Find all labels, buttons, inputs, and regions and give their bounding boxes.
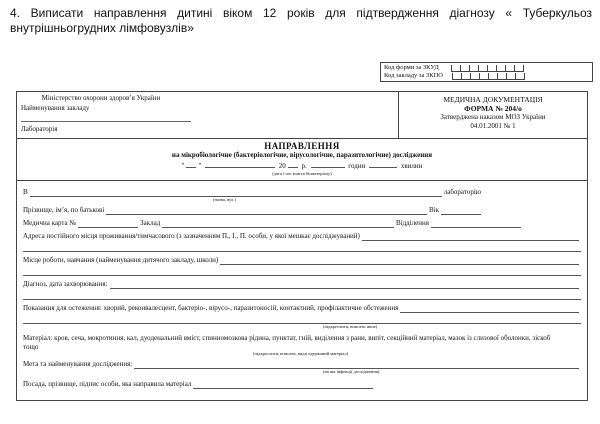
- zkpo-boxes[interactable]: [452, 73, 525, 80]
- laboratory-label: Лабораторія: [21, 125, 58, 133]
- sender-label: Посада, прізвище, підпис особи, яка направила матеріал: [23, 380, 192, 388]
- diagnosis-row: [23, 280, 581, 289]
- to-row: [23, 188, 581, 197]
- referral-form: [16, 91, 588, 401]
- diagnosis-label: Діагноз, дата захворювання:: [23, 280, 108, 288]
- facility-label: Заклад: [140, 219, 161, 227]
- name-label: Прізвище, ім’я, по батькові: [23, 206, 105, 214]
- form-number: ФОРМА № 204/о: [464, 104, 522, 113]
- goal-caption: (на які інфекції дослідження): [323, 369, 380, 374]
- sender-field[interactable]: [193, 381, 373, 389]
- approval-date: 04.01.2001 № 1: [470, 122, 516, 130]
- header-right: [399, 92, 587, 138]
- goal-field[interactable]: [134, 361, 579, 369]
- indications-row: [23, 304, 581, 313]
- month-field[interactable]: [205, 160, 275, 168]
- material-caption: (підкреслити, вписати, види одержаний матеріал): [253, 351, 349, 356]
- age-label: Вік: [428, 206, 439, 214]
- card-field[interactable]: [78, 220, 138, 228]
- zkud-code-row: [384, 64, 589, 72]
- year-field[interactable]: [288, 160, 298, 168]
- codes-box: [380, 62, 593, 82]
- zkud-label: Код форми за ЗКУД: [384, 64, 439, 71]
- work-row: [23, 256, 581, 265]
- department-field[interactable]: [431, 220, 521, 228]
- ministry-name: Міністерство охорони здоров’я України: [41, 94, 161, 102]
- card-row: [23, 219, 581, 228]
- age-field[interactable]: [441, 207, 481, 215]
- day-field[interactable]: [186, 160, 196, 168]
- address-field-2[interactable]: [23, 243, 581, 252]
- to-label: В: [23, 188, 28, 196]
- work-label: Місце роботи, навчання (найменування дитячого закладу, школи): [23, 256, 219, 264]
- diagnosis-field-2[interactable]: [23, 291, 581, 300]
- name-row: [23, 206, 581, 215]
- indications-field-2[interactable]: [23, 315, 581, 324]
- doc-type: МЕДИЧНА ДОКУМЕНТАЦІЯ: [443, 95, 543, 104]
- address-field[interactable]: [362, 233, 579, 241]
- card-label: Медична карта №: [23, 219, 77, 227]
- institution-field[interactable]: [21, 113, 191, 122]
- header-left: [17, 92, 399, 138]
- form-title: НАПРАВЛЕННЯ: [264, 141, 340, 151]
- facility-field[interactable]: [162, 220, 394, 228]
- sender-row: [23, 380, 581, 389]
- work-field[interactable]: [220, 257, 579, 265]
- form-body: [17, 181, 587, 392]
- indications-label: Показання для остеження: хворий, реконвалесцент, бактеріо-, вірусо-, паразитоносій, контактний, профілактичне обстеження: [23, 304, 399, 312]
- goal-label: Мета та найменування дослідження:: [23, 360, 133, 368]
- zkud-boxes[interactable]: [451, 65, 524, 72]
- indications-caption: (підкреслити, вписати інше): [323, 324, 378, 329]
- minutes-field[interactable]: [369, 160, 397, 168]
- form-title-block: [17, 139, 587, 181]
- work-field-2[interactable]: [23, 267, 581, 276]
- institution-label: Найменування закладу: [21, 104, 90, 112]
- approved-by: Затверджена наказом МОЗ України: [440, 113, 546, 121]
- zkpo-label: Код закладу за ЗКПО: [384, 72, 443, 79]
- address-row: [23, 232, 581, 241]
- name-field[interactable]: [106, 207, 427, 215]
- material-label: Матеріал: кров, сеча, мокротиння, кал, дуоденальний вміст, спинномозкова рідина, пунктат, гній, виділення з рани, випіт, секційний матеріал, мазок із слизової оболонки, зіскоб тощо: [23, 334, 551, 351]
- address-label: Адреса постійного місця проживання/тимчасового (з зазначенням П., І., П. особи, у якої мешкає досліджуваний): [23, 232, 360, 240]
- zkpo-code-row: [384, 72, 589, 80]
- indications-field[interactable]: [400, 305, 579, 313]
- to-caption: (назва, вул.): [213, 197, 236, 202]
- goal-row: [23, 360, 581, 369]
- department-label: Відділення: [396, 219, 429, 227]
- date-caption: (дата і час взяття біоматеріалу): [272, 171, 332, 176]
- hours-field[interactable]: [311, 160, 345, 168]
- form-header: [17, 92, 587, 139]
- diagnosis-field[interactable]: [110, 281, 579, 289]
- lab-name-field[interactable]: [30, 189, 442, 197]
- form-subtitle: на мікробіологічне (бактеріологічне, вірусологічне, паразитологічне) дослідження: [171, 151, 433, 159]
- task-instruction: 4. Виписати направлення дитині віком 12 років для підтвердження діагнозу « Туберкульоз внутрішньогрудних лімфовузлів»: [10, 6, 592, 35]
- date-time-line: " " 20 р. годин хвилин: [181, 162, 423, 170]
- to-suffix: лабораторію: [443, 188, 481, 196]
